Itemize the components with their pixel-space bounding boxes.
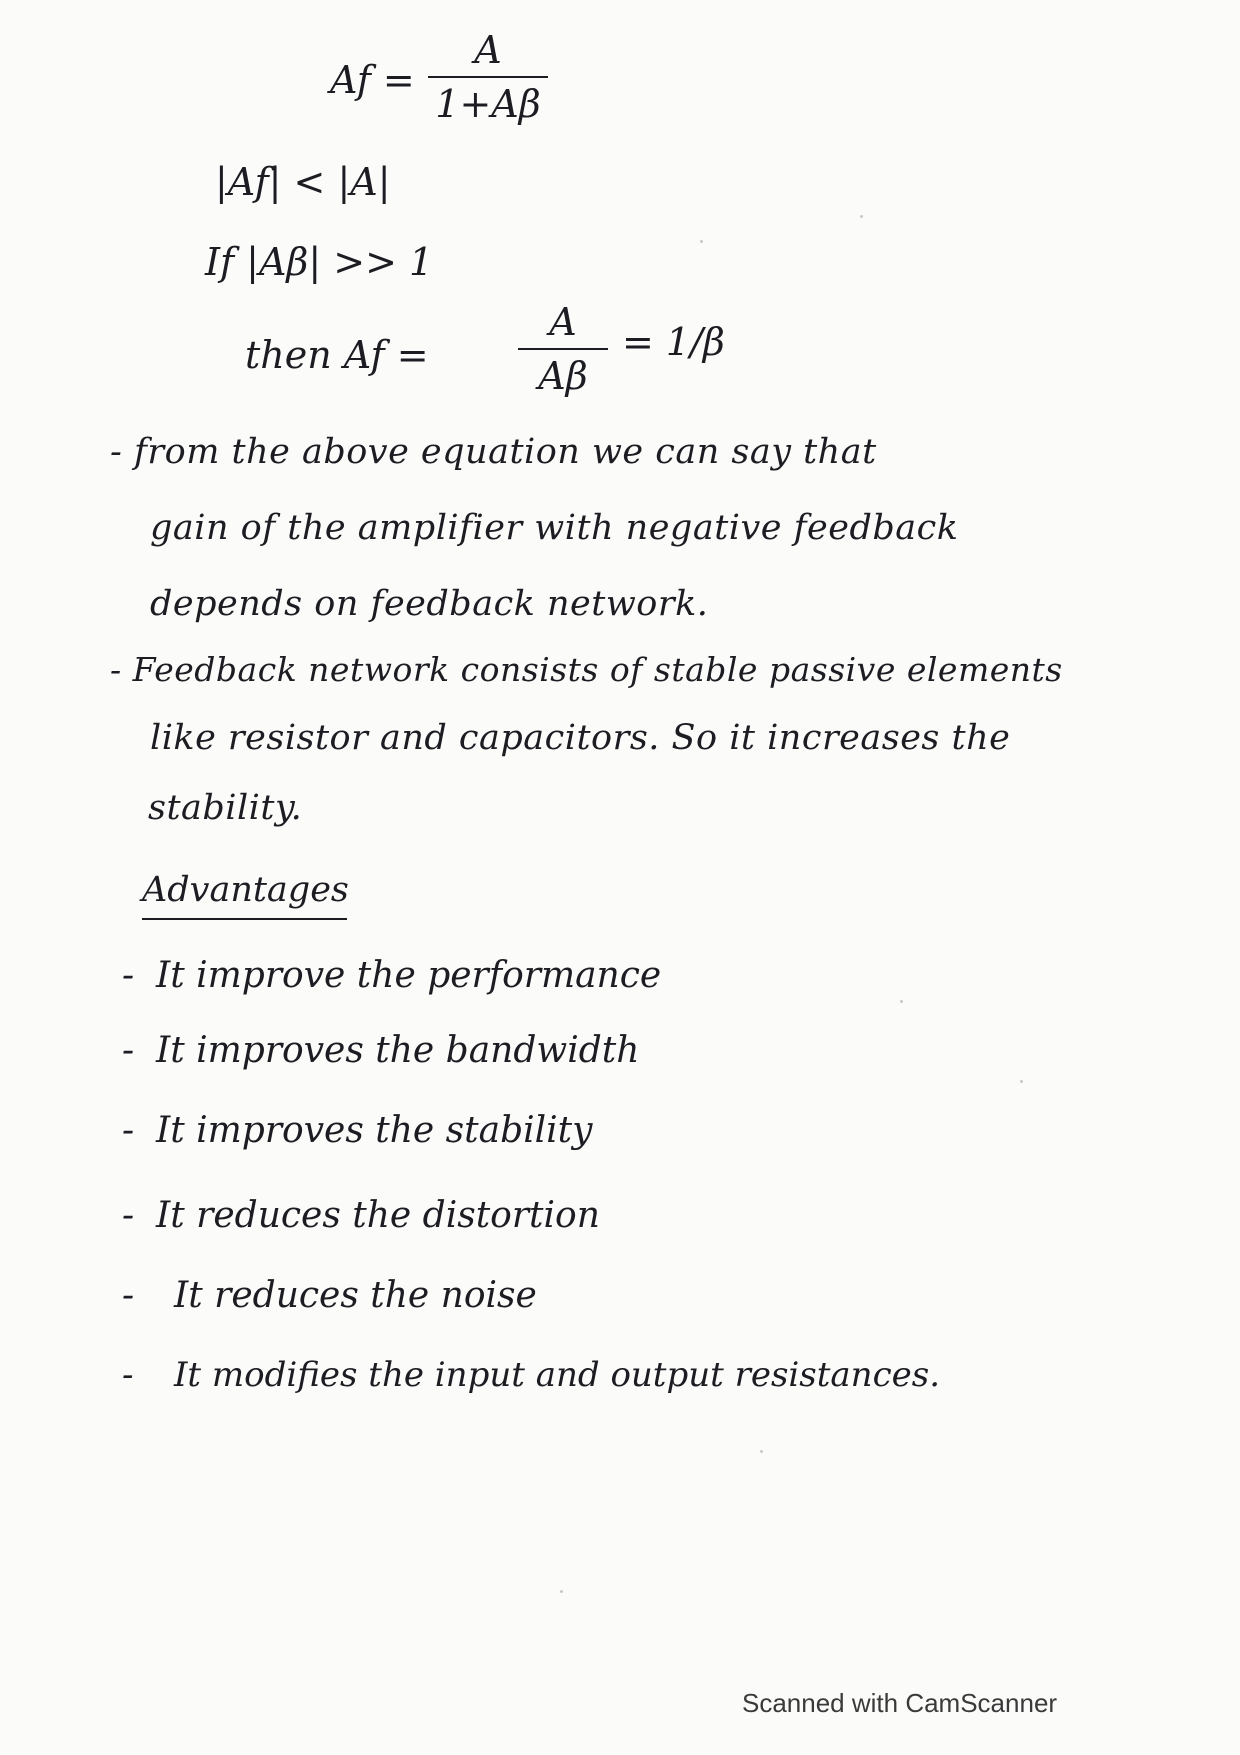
paragraph-1-line-1: - from the above equation we can say that bbox=[110, 432, 877, 472]
advantage-item: - It reduces the noise bbox=[122, 1275, 537, 1316]
camscanner-watermark: Scanned with CamScanner bbox=[742, 1688, 1058, 1718]
advantage-item: - It reduces the distortion bbox=[122, 1195, 600, 1236]
fraction-bar bbox=[518, 348, 608, 350]
paper-speck bbox=[700, 240, 703, 243]
paper-speck bbox=[900, 1000, 903, 1003]
af-denominator: 1+Aβ bbox=[435, 82, 541, 126]
af-fraction bbox=[428, 28, 548, 126]
then-denominator: Aβ bbox=[538, 354, 588, 398]
condition: If |Aβ| >> 1 bbox=[205, 240, 434, 284]
advantage-item: - It improves the stability bbox=[122, 1110, 593, 1151]
advantages-heading: Advantages bbox=[142, 870, 347, 920]
paragraph-2-line-2: like resistor and capacitors. So it increases the bbox=[150, 718, 1011, 758]
paper-speck bbox=[760, 1450, 763, 1453]
paper-speck bbox=[860, 215, 863, 218]
then-fraction bbox=[518, 300, 608, 398]
then-label: then Af = bbox=[245, 333, 429, 377]
inequality: |Af| < |A| bbox=[215, 160, 391, 204]
advantage-item: - It improve the performance bbox=[122, 955, 662, 996]
paragraph-2-line-1: - Feedback network consists of stable passive elements bbox=[110, 650, 1063, 689]
af-numerator: A bbox=[474, 28, 502, 72]
then-numerator: A bbox=[549, 300, 577, 344]
paper-speck bbox=[560, 1590, 563, 1593]
paragraph-2-line-3: stability. bbox=[148, 788, 303, 828]
af-label: Af = bbox=[330, 58, 415, 102]
result: = 1/β bbox=[622, 320, 725, 364]
paragraph-1-line-2: gain of the amplifier with negative feedback bbox=[150, 508, 959, 548]
fraction-bar bbox=[428, 76, 548, 78]
paragraph-1-line-3: depends on feedback network. bbox=[150, 584, 709, 624]
advantage-item: - It modifies the input and output resistances. bbox=[122, 1355, 940, 1395]
advantage-item: - It improves the bandwidth bbox=[122, 1030, 640, 1071]
paper-speck bbox=[1020, 1080, 1023, 1083]
